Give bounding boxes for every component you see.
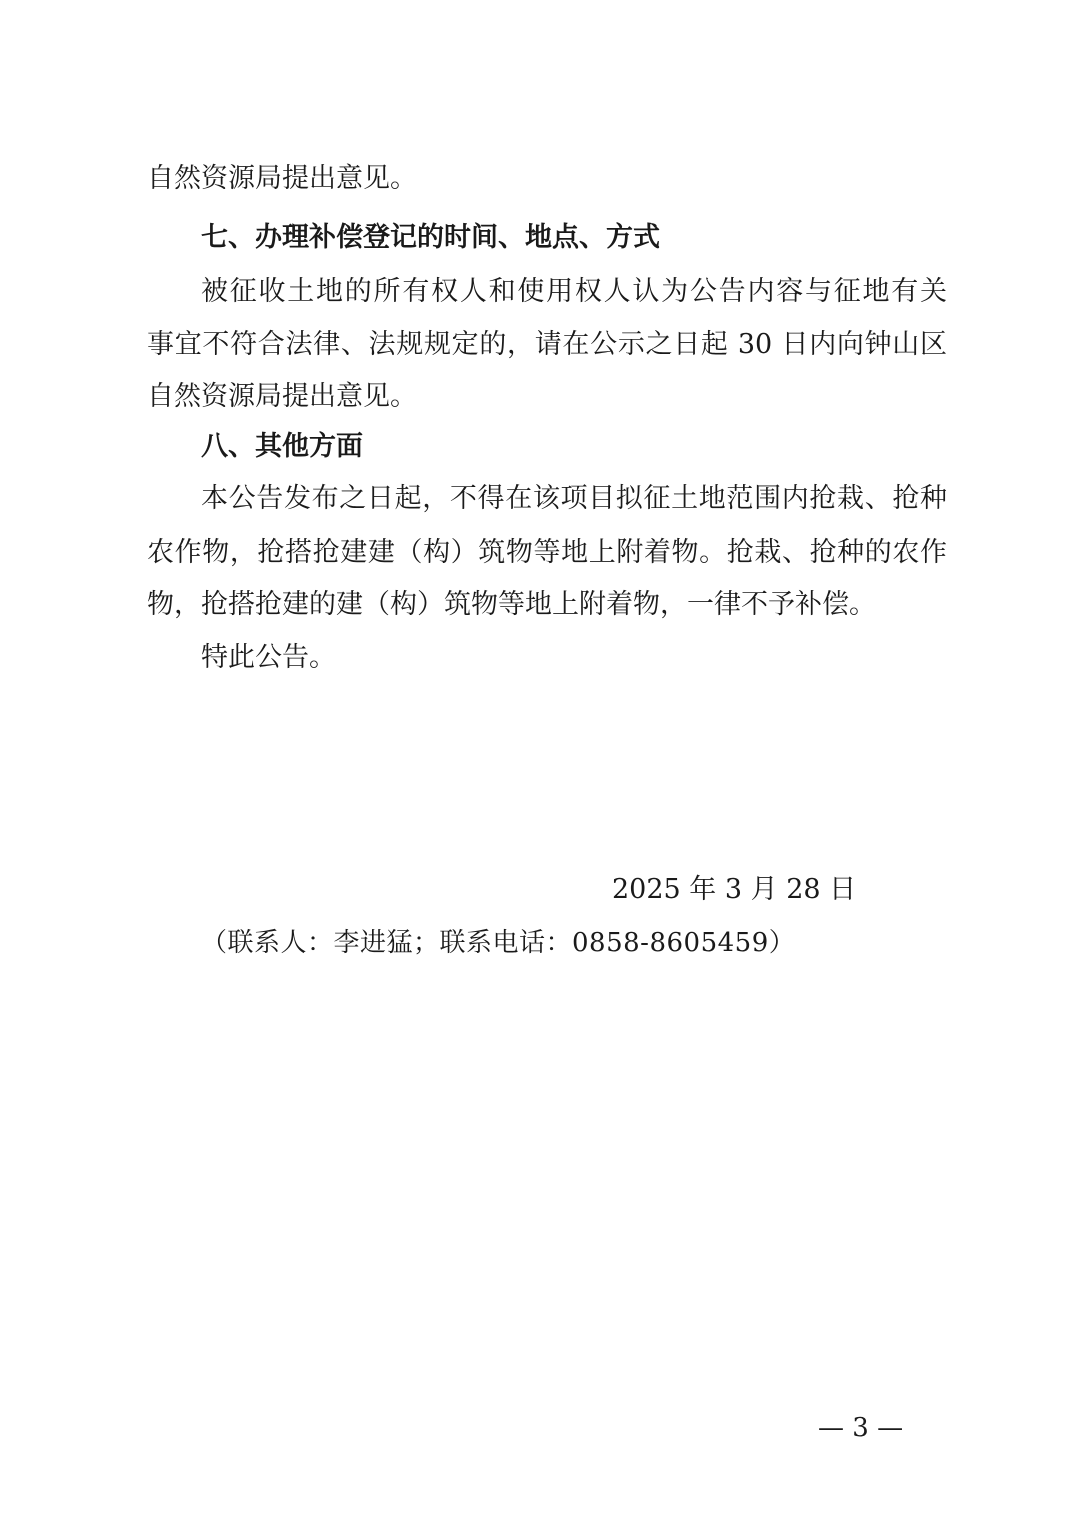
paragraph-line: 自然资源局提出意见。 [147,381,417,412]
paragraph-line: 物，抢搭抢建的建（构）筑物等地上附着物，一律不予补偿。 [147,589,876,620]
paragraph-line: 自然资源局提出意见。 [147,163,417,194]
paragraph-line: 被征收土地的所有权人和使用权人认为公告内容与征地有关 [201,276,947,307]
paragraph-line: 事宜不符合法律、法规规定的，请在公示之日起 30 日内向钟山区 [147,329,947,360]
contact-info: （联系人：李进猛；联系电话：0858-8605459） [201,928,796,958]
section-heading-seven: 七、办理补偿登记的时间、地点、方式 [201,222,660,253]
page-number: — 3 — [818,1413,904,1443]
paragraph-line: 农作物，抢搭抢建建（构）筑物等地上附着物。抢栽、抢种的农作 [147,537,947,568]
section-heading-eight: 八、其他方面 [201,431,363,462]
issue-date: 2025 年 3 月 28 日 [612,874,857,905]
paragraph-line: 本公告发布之日起，不得在该项目拟征土地范围内抢栽、抢种 [201,483,947,514]
closing-line: 特此公告。 [201,642,336,673]
